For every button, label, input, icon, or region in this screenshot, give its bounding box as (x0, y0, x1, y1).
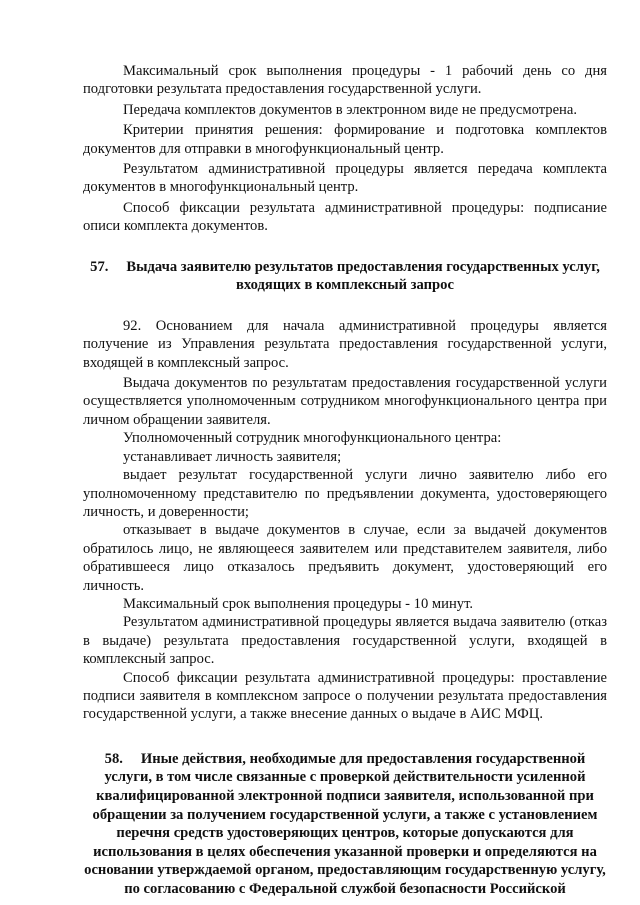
section-57-heading (83, 258, 607, 295)
paragraph-electronic-transfer: Передача комплектов документов в электронном виде не предусмотрена. (123, 101, 577, 118)
section-58-title: Иные действия, необходимые для предоставления государственной услуги, в том числе связанные с проверкой действительности усиленной квалифицированной электронной подписи заявителя, использованной при обращении за получением государственной услуги, а также с установлением перечня средств удостоверяющих центров, которые допускаются для использования в целях обеспечения указанной проверки и определяются на основании утверждаемой органом, предоставляющим государственную услугу, по согласованию с Федеральной службой безопасности Российской (84, 750, 606, 897)
document-page (83, 62, 607, 899)
paragraph-max-term: Максимальный срок выполнения процедуры - 1 рабочий день со дня подготовки результата предоставления государственной услуги. (83, 63, 607, 98)
paragraph-issuance: Выдача документов по результатам предоставления государственной услуги осуществляется уполномоченным сотрудником многофункционального центра при личном обращении заявителя. (83, 375, 607, 428)
paragraph-procedure-result: Результатом административной процедуры является передача комплекта документов в многофункциональный центр. (83, 161, 607, 196)
paragraph-identity-check: устанавливает личность заявителя; (123, 448, 342, 465)
paragraph-result-issuance: Результатом административной процедуры является выдача заявителю (отказ в выдаче) результата предоставления государственной услуги, входящей в комплексный запрос. (83, 614, 607, 668)
section-57-number: 57. (90, 258, 109, 275)
paragraph-issues-result: выдает результат государственной услуги лично заявителю либо его уполномоченному представителю по предъявлении документа, удостоверяющего личность, и доверенности; (83, 467, 607, 520)
paragraph-authorized-employee: Уполномоченный сотрудник многофункционального центра: (123, 430, 502, 447)
paragraph-fixation-signature: Способ фиксации результата административной процедуры: проставление подписи заявителя в комплексном запросе о получении результата предоставления государственной услуги, а также внесение данных о выдаче в АИС МФЦ. (83, 669, 607, 723)
section-58-number: 58. (104, 750, 123, 767)
paragraph-92: 92. Основанием для начала административной процедуры является получение из Управления результата предоставления государственной услуги, входящей в комплексный запрос. (83, 317, 607, 371)
paragraph-max-time: Максимальный срок выполнения процедуры - 10 минут. (123, 595, 473, 612)
section-58-heading (83, 750, 607, 899)
section-57-title: Выдача заявителю результатов предоставления государственных услуг, входящих в комплексный запрос (126, 258, 600, 294)
paragraph-result-fixation: Способ фиксации результата административной процедуры: подписание описи комплекта документов. (83, 199, 607, 235)
paragraph-decision-criteria: Критерии принятия решения: формирование и подготовка комплектов документов для отправки в многофункциональный центр. (83, 122, 607, 157)
paragraph-refusal: отказывает в выдаче документов в случае, если за выдачей документов обратилось лицо, не являющееся заявителем или представителем заявителя, либо обратившееся лицо отказалось предъявить документ, удостоверяющий его личность. (83, 522, 607, 594)
